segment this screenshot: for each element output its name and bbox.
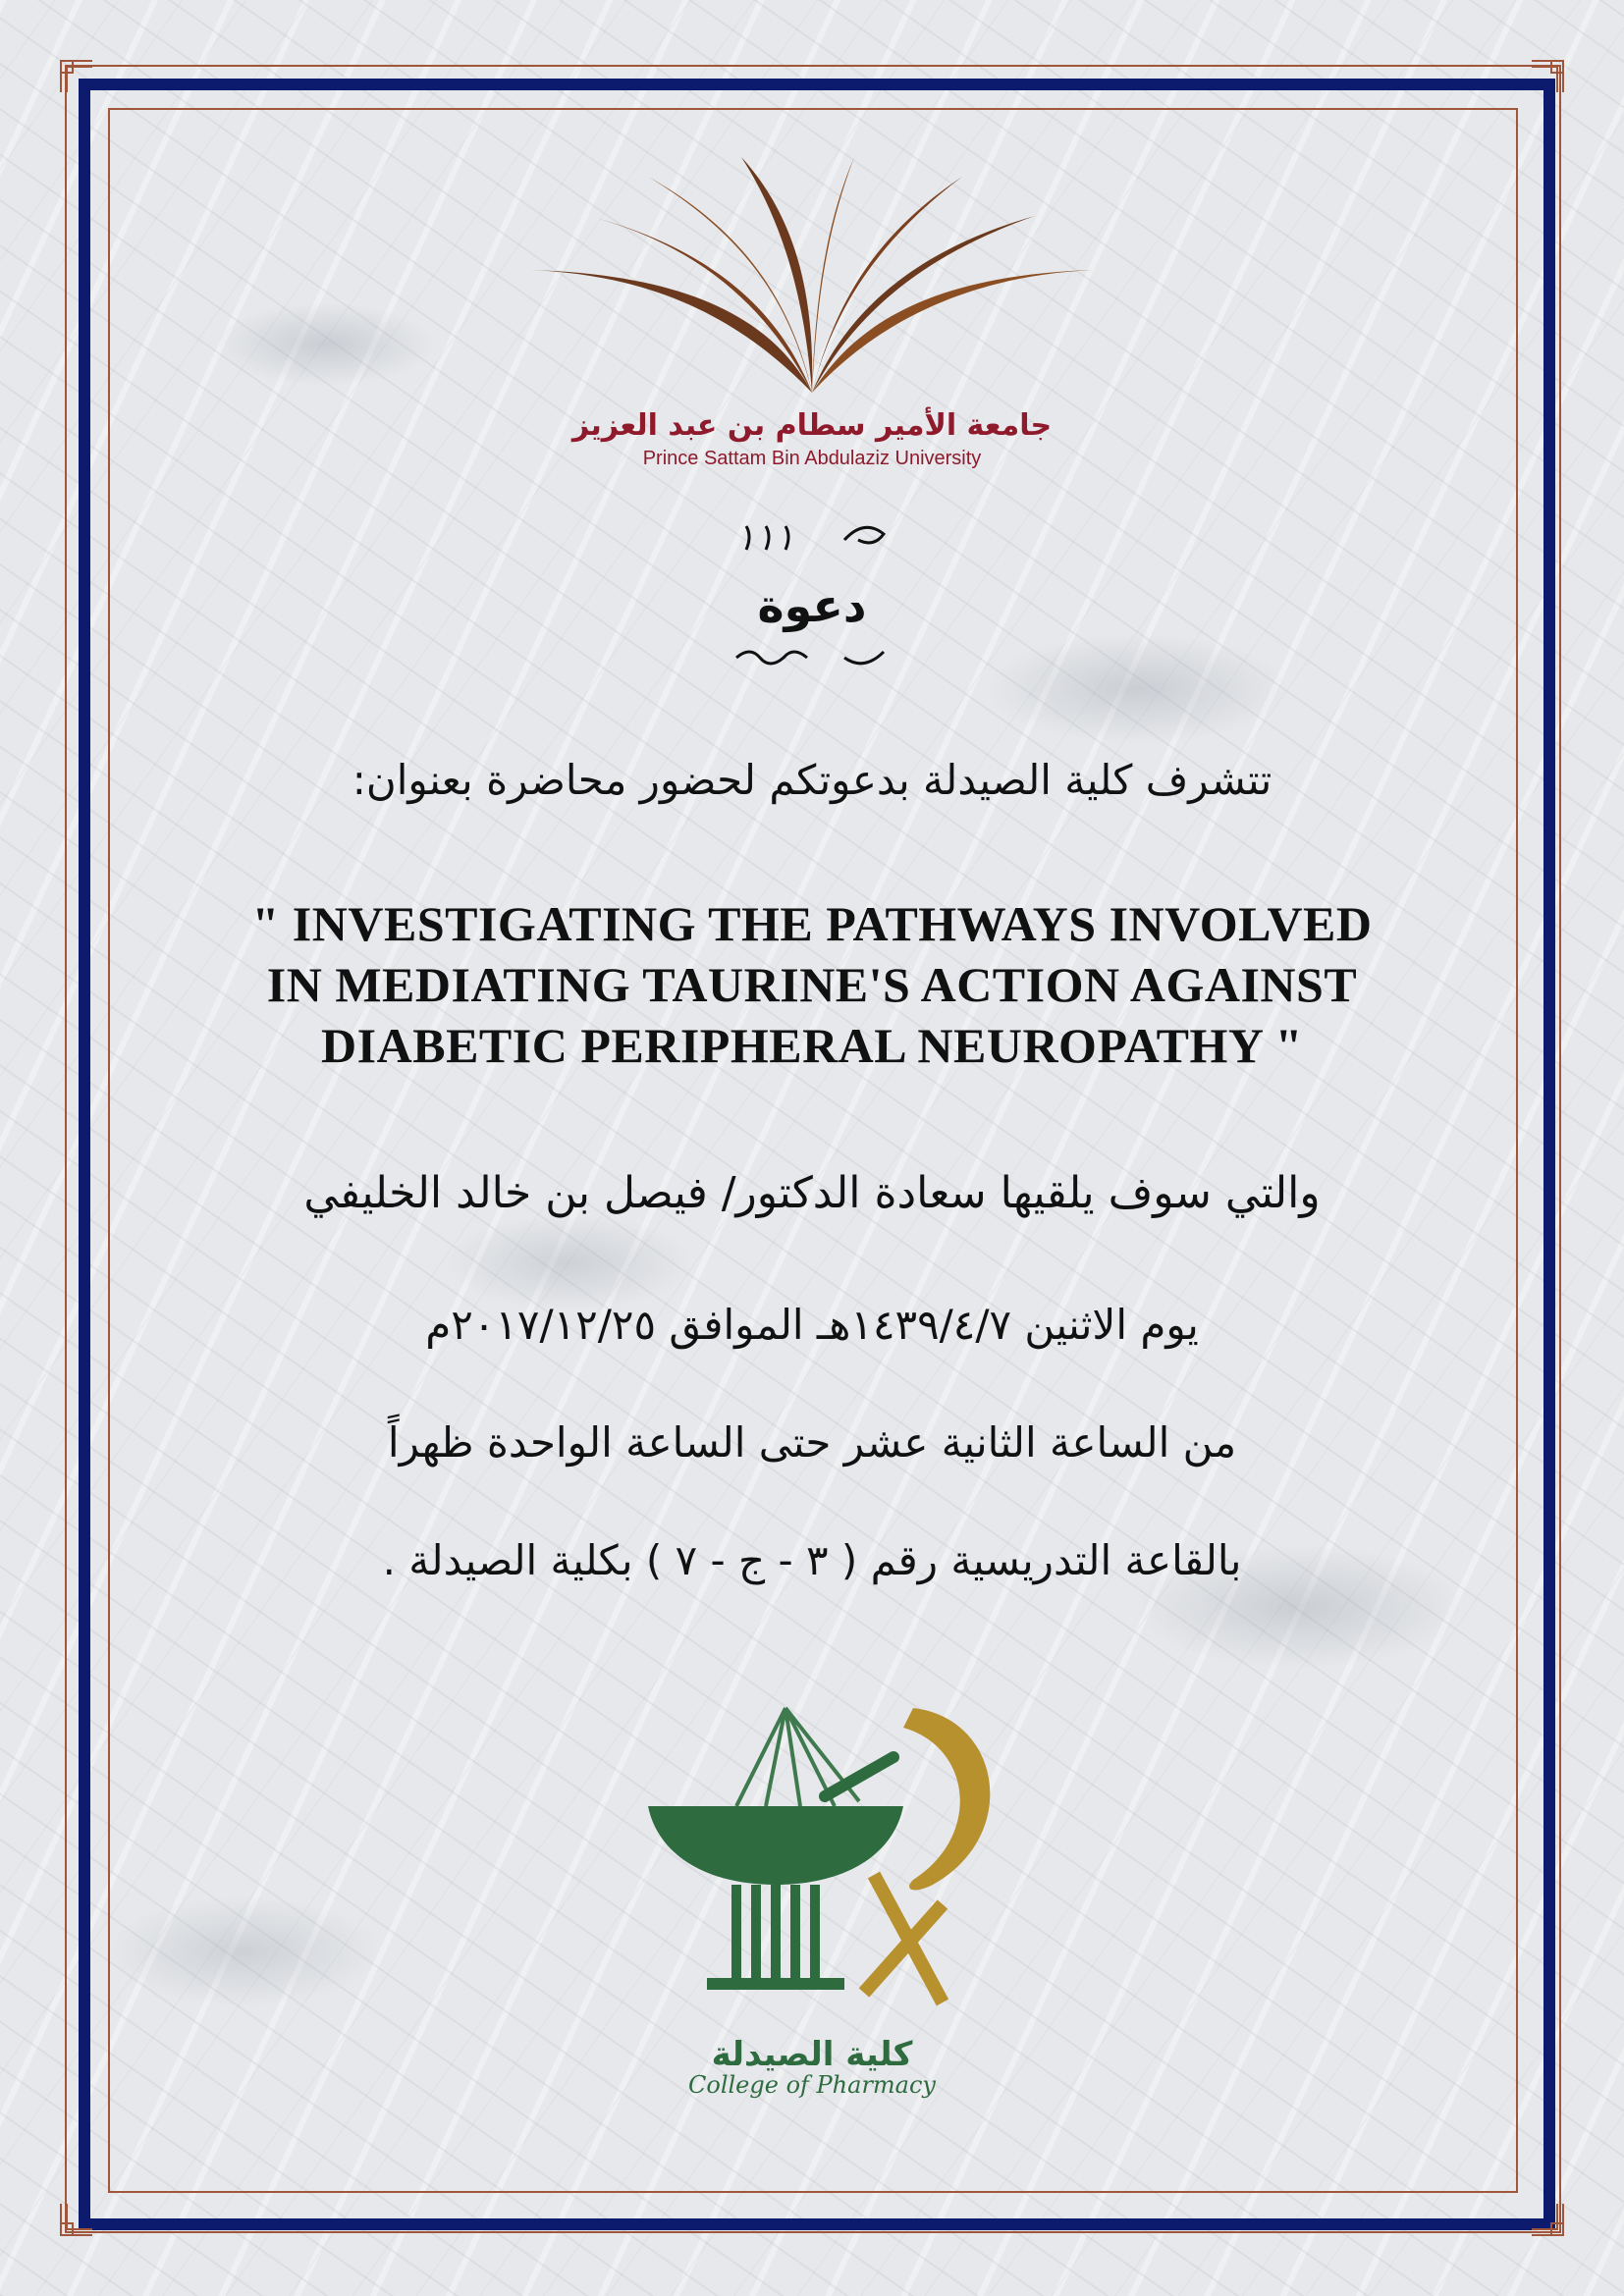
corner-ornament-bottom-left (59, 2202, 94, 2237)
corner-ornament-top-right (1530, 59, 1565, 94)
intro-line: تتشرف كلية الصيدلة بدعوتكم لحضور محاضرة بعنوان: (352, 756, 1272, 804)
location-line: بالقاعة التدريسية رقم ( ٣ - ج - ٧ ) بكلية الصيدلة . (382, 1536, 1242, 1584)
lecture-title-line-1: " INVESTIGATING THE PATHWAYS INVOLVED (251, 896, 1373, 951)
invitation-card (118, 118, 1506, 2179)
university-name-arabic: جامعة الأمير سطام بن عبد العزيز (571, 408, 1053, 443)
college-name-arabic: كلية الصيدلة (711, 2035, 913, 2074)
date-line: يوم الاثنين ١٤٣٩/٤/٧هـ الموافق ٢٠١٧/١٢/٢٥م (425, 1301, 1199, 1349)
mortar-pestle-rx-icon (589, 1688, 1021, 2012)
lecture-title-line-2: IN MEDIATING TAURINE'S ACTION AGAINST (266, 957, 1358, 1012)
university-logo (530, 157, 1094, 481)
invitation-heading (707, 510, 917, 687)
corner-ornament-top-left (59, 59, 94, 94)
time-line: من الساعة الثانية عشر حتى الساعة الواحدة ظهراً (387, 1418, 1237, 1467)
speaker-line: والتي سوف يلقيها سعادة الدكتور/ فيصل بن خالد الخليفي (303, 1168, 1321, 1218)
open-book-icon (530, 157, 1094, 402)
lecture-title-line-3: DIABETIC PERIPHERAL NEUROPATHY " (321, 1018, 1303, 1073)
invitation-word: دعوة (757, 579, 867, 632)
college-of-pharmacy-logo (589, 1688, 1021, 2042)
college-name-english: College of Pharmacy (688, 2071, 936, 2099)
university-name-english: Prince Sattam Bin Abdulaziz University (642, 448, 982, 469)
corner-ornament-bottom-right (1530, 2202, 1565, 2237)
